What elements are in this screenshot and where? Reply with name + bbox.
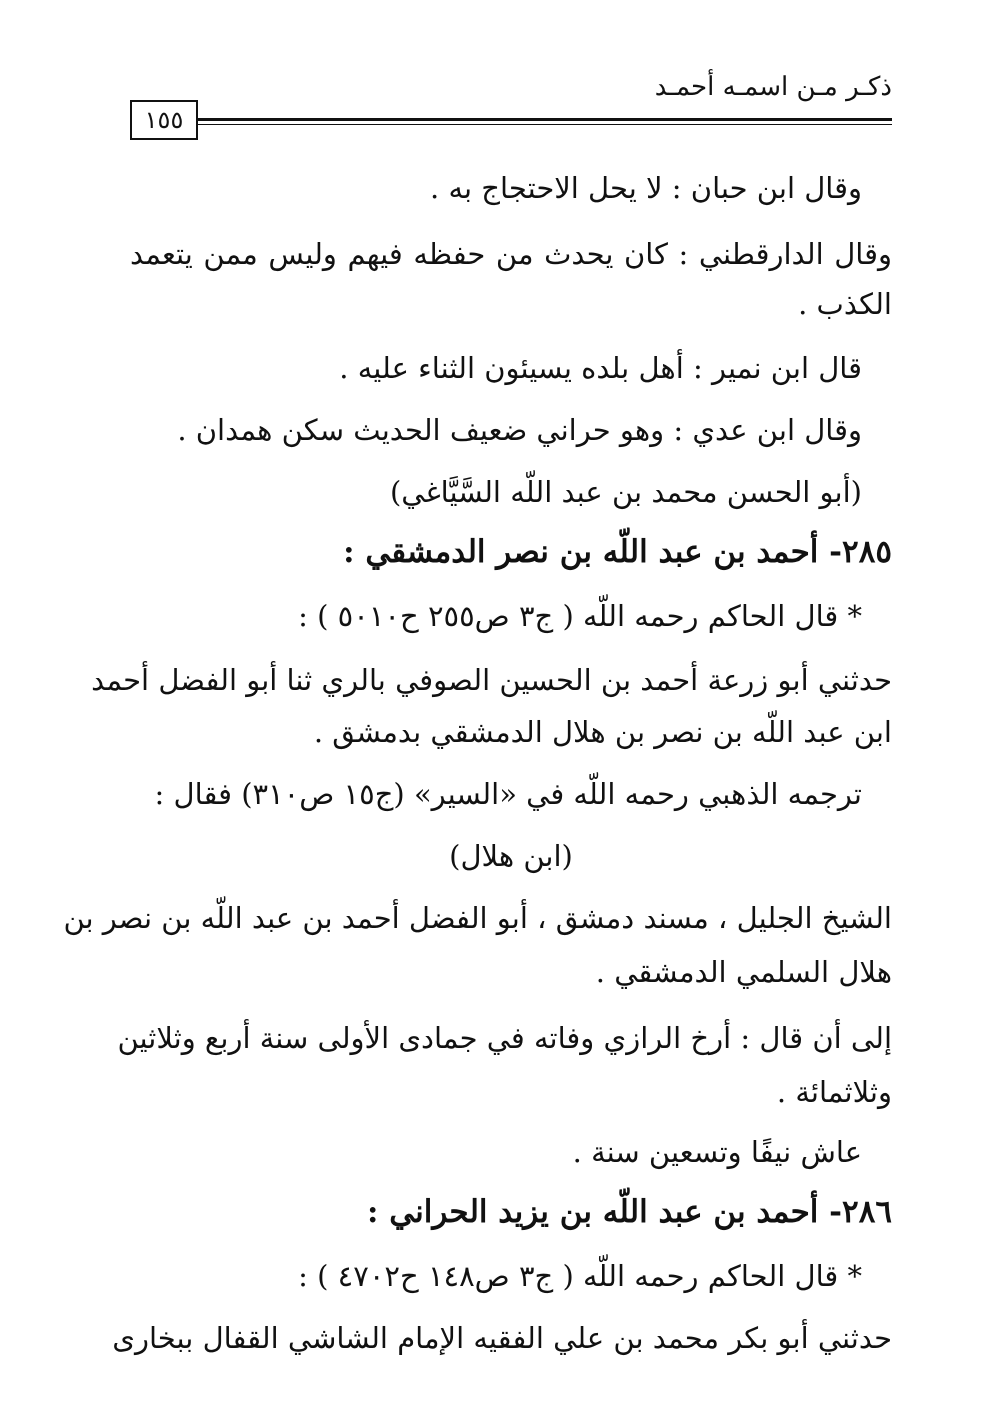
text-line: ترجمه الذهبي رحمه اللّه في «السير» (ج١٥ ص٣١٠) فقال : [154, 777, 862, 811]
text-line: * قال الحاكم رحمه اللّه ( ج٣ ص٢٥٥ ح٥٠١٠ ) : [298, 599, 862, 633]
text-line: حدثني أبو زرعة أحمد بن الحسين الصوفي بالري ثنا أبو الفضل أحمد [91, 663, 892, 697]
text-line: وثلاثمائة . [776, 1075, 892, 1109]
text-line: الكذب . [798, 287, 892, 321]
running-title: ذكـر مـن اسمـه أحمـد [654, 72, 892, 102]
header-rule-thin [198, 124, 892, 125]
text-line: قال ابن نمير : أهل بلده يسيئون الثناء عليه . [339, 351, 862, 385]
page-number: ١٥٥ [130, 100, 198, 140]
text-line: وقال ابن عدي : وهو حراني ضعيف الحديث سكن همدان . [177, 413, 862, 447]
text-line: هلال السلمي الدمشقي . [595, 955, 892, 989]
text-line: حدثني أبو بكر محمد بن علي الفقيه الإمام الشاشي القفال ببخارى [112, 1321, 892, 1355]
header-rule-thick [198, 118, 892, 121]
text-line: وقال ابن حبان : لا يحل الاحتجاج به . [430, 171, 862, 205]
text-line: ابن عبد اللّه بن نصر بن هلال الدمشقي بدمشق . [313, 715, 892, 749]
text-line: (أبو الحسن محمد بن عبد اللّه السَّيَّاغي) [389, 475, 862, 509]
entry-heading: ٢٨٦- أحمد بن عبد اللّه بن يزيد الحراني : [367, 1194, 892, 1230]
text-line: الشيخ الجليل ، مسند دمشق ، أبو الفضل أحمد بن عبد اللّه بن نصر بن [63, 901, 892, 935]
entry-heading: ٢٨٥- أحمد بن عبد اللّه بن نصر الدمشقي : [343, 534, 892, 570]
text-line: * قال الحاكم رحمه اللّه ( ج٣ ص١٤٨ ح٤٧٠٢ ) : [298, 1259, 862, 1293]
text-line: إلى أن قال : أرخ الرازي وفاته في جمادى الأولى سنة أربع وثلاثين [117, 1021, 892, 1055]
text-line: (ابن هلال) [449, 839, 573, 873]
text-line: وقال الدارقطني : كان يحدث من حفظه فيهم وليس ممن يتعمد [130, 237, 892, 271]
text-line: عاش نيفًا وتسعين سنة . [572, 1135, 862, 1169]
